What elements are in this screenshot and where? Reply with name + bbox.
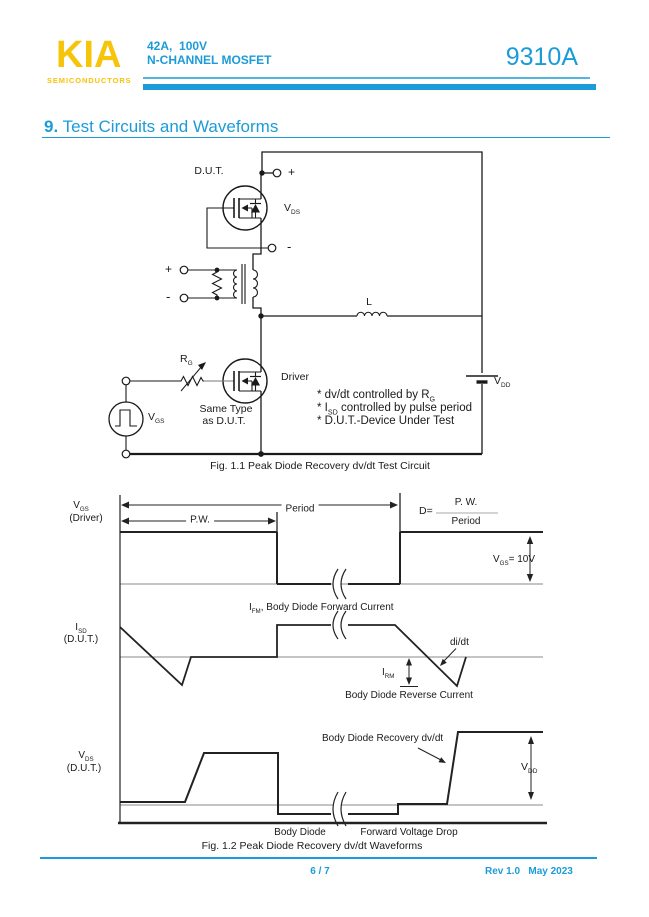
- same-type-label-1: Same Type: [199, 403, 253, 415]
- isd-axis-label: $I_{SD}$: [75, 622, 87, 635]
- device-spec-line1: 42A, 100V: [147, 39, 208, 53]
- inductor-label: L: [366, 296, 372, 308]
- section-title: Test Circuits and Waveforms: [62, 117, 279, 136]
- recovery-dvdt-label: Body Diode Recovery dv/dt: [322, 733, 444, 744]
- plus-terminal-label: +: [288, 165, 296, 179]
- driver-label: Driver: [281, 371, 309, 383]
- period-label: Period: [282, 504, 319, 515]
- circuit-note-3: * D.U.T.-Device Under Test: [317, 415, 455, 427]
- body-diode-label: Body Diode: [274, 827, 326, 838]
- section-heading: [44, 118, 278, 137]
- variable-resistor-symbol: [130, 362, 206, 391]
- waveform-diagram: [118, 493, 547, 826]
- brand-logo: KIA: [56, 34, 122, 76]
- isd-axis-sublabel: (D.U.T.): [63, 634, 99, 645]
- isd-waveform: [120, 625, 466, 686]
- vgs-level-label: $V_{GS}= 10V$: [493, 554, 536, 567]
- transformer-minus-label: -: [166, 289, 171, 304]
- vds-axis-sublabel: (D.U.T.): [66, 763, 102, 774]
- vgs-axis-label: $V_{GS}$: [73, 500, 89, 513]
- minus-terminal-label: -: [287, 239, 292, 254]
- header-rule-thin: [143, 77, 590, 79]
- section-number: 9.: [44, 117, 59, 136]
- vgs-source-label: $V_{GS}$: [148, 411, 165, 426]
- duty-denominator: Period: [451, 516, 481, 527]
- duty-lhs: D=: [419, 505, 433, 517]
- page-number: 6 / 7: [310, 866, 330, 877]
- duty-numerator: P. W.: [454, 497, 478, 508]
- reverse-current-label: Body Diode Reverse Current: [345, 690, 473, 701]
- circuit-note-1: * dv/dt controlled by $R_G$: [317, 389, 436, 404]
- transformer-symbol: [188, 264, 261, 316]
- transformer-plus-label: +: [165, 262, 173, 276]
- revision-text: Rev 1.0 May 2023: [485, 866, 573, 877]
- forward-voltage-drop-label: Forward Voltage Drop: [360, 827, 458, 838]
- device-spec-line2: N-CHANNEL MOSFET: [147, 53, 272, 67]
- part-number: 9310A: [505, 43, 578, 71]
- dut-mosfet-symbol: [207, 173, 268, 270]
- didt-label: di/dt: [450, 637, 469, 648]
- vdd-label: $V_{DD}$: [494, 375, 511, 390]
- vds-label: $V_{DS}$: [284, 202, 301, 217]
- footer-rule: [40, 857, 597, 859]
- circuit-note-2: * $I_{SD}$ controlled by pulse period: [317, 402, 473, 417]
- arrowheads: [121, 502, 534, 801]
- dimension-arrows: [124, 505, 531, 796]
- inductor-symbol: [261, 312, 482, 316]
- vgs-waveform: [120, 493, 543, 584]
- fig1-caption: Fig. 1.1 Peak Diode Recovery dv/dt Test Circuit: [210, 460, 430, 472]
- dut-label: D.U.T.: [194, 165, 224, 177]
- pulse-source-symbol: [109, 385, 143, 450]
- vdd-wave-label: $V_{DD}$: [521, 761, 538, 776]
- rg-label: $R_G$: [180, 353, 193, 368]
- header-rule-thick: [143, 84, 596, 90]
- vds-waveform: [120, 732, 543, 814]
- brand-logo-subtext: SEMICONDUCTORS: [47, 76, 132, 85]
- vds-axis-label: $V_{DS}$: [78, 750, 94, 763]
- vgs-axis-sublabel: (Driver): [69, 513, 103, 524]
- pw-label: P.W.: [186, 515, 214, 526]
- fig2-caption: Fig. 1.2 Peak Diode Recovery dv/dt Waveforms: [201, 840, 423, 852]
- section-underline: [42, 137, 610, 138]
- driver-mosfet-symbol: [204, 316, 267, 454]
- same-type-label-2: as D.U.T.: [202, 415, 246, 427]
- irm-label: $I_{RM}$: [382, 667, 395, 680]
- ifm-label: $I_{FM}$, Body Diode Forward Current: [249, 602, 394, 615]
